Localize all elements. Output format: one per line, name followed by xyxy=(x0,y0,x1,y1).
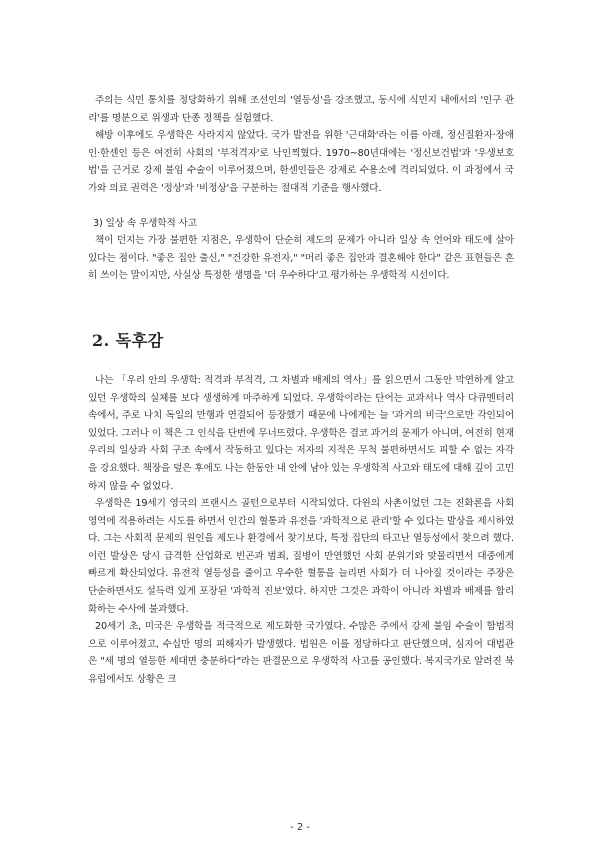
review-paragraph-1: 나는 「우리 안의 우생학: 적격과 부적격, 그 차별과 배제의 역사」를 읽으면서 그동안 막연하게 알고 있던 우생학의 실체를 보다 생생하게 마주하게 되었다. 우생학이라는 단어는 교과서나 역사 다큐멘터리 속에서, 주로 나치 독일의 만행과 연결되어 등장했기 때문에 나에게는 늘 '과거의 비극'으로만 각인되어 있었다. 그러나 이 책은 그 인식을 단번에 무너뜨렸다. 우생학은 결코 과거의 문제가 아니며, 여전히 현재 우리의 일상과 사회 구조 속에서 작동하고 있다는 저자의 지적은 무척 불편하면서도 피할 수 없는 자각을 강요했다. 책장을 덮은 후에도 나는 한동안 내 안에 남아 있는 우생학적 사고와 태도에 대해 깊이 고민하지 않을 수 없었다. xyxy=(88,374,515,492)
page-content xyxy=(88,92,514,689)
section-title: 2. 독후감 xyxy=(92,330,164,350)
page-number: - 2 - xyxy=(290,822,310,833)
subheading: 3) 일상 속 우생학적 사고 xyxy=(93,217,197,229)
review-paragraph-2: 우생학은 19세기 영국의 프랜시스 골턴으로부터 시작되었다. 다윈의 사촌이었던 그는 진화론을 사회 영역에 적용하려는 시도를 하면서 인간의 혈통과 유전을 '과학적으로 관리'할 수 있다는 발상을 제시하였다. 그는 사회적 문제의 원인을 제도나 환경에서 찾기보다, 특정 집단의 타고난 열등성에서 찾으려 했다. 이런 발상은 당시 급격한 산업화로 빈곤과 범죄, 질병이 만연했던 사회 분위기와 맞물리면서 대중에게 빠르게 확산되었다. 유전적 열등성을 줄이고 우수한 혈통을 늘리면 사회가 더 나아질 것이라는 주장은 단순하면서도 설득력 있게 포장된 '과학적 진보'였다. 하지만 그것은 과학이 아니라 차별과 배제를 합리화하는 수사에 불과했다. xyxy=(88,498,514,615)
spacer xyxy=(88,198,514,215)
review-paragraph-3: 20세기 초, 미국은 우생학을 적극적으로 제도화한 국가였다. 수많은 주에서 강제 불임 수술이 합법적으로 이루어졌고, 수십만 명의 피해자가 발생했다. 법원은 이를 정당하다고 판단했으며, 심지어 대법관은 "세 명의 열등한 세대면 충분하다"라는 판결문으로 우생학적 사고를 공인했다. 복지국가로 알려진 북유럽에서도 상황은 크 xyxy=(88,621,514,686)
body-paragraph-3: 책이 던지는 가장 불편한 지점은, 우생학이 단순히 제도의 문제가 아니라 일상 속 언어와 태도에 살아 있다는 점이다. "좋은 집안 출신," "건강한 유전자," "머리 좋은 집안과 결혼해야 한다" 같은 표현들은 흔히 쓰이는 말이지만, 사실상 특정한 생명을 '더 우수하다'고 평가하는 우생학적 시선이다. xyxy=(88,235,514,282)
body-paragraph-2: 해방 이후에도 우생학은 사라지지 않았다. 국가 발전을 위한 '근대화'라는 이름 아래, 정신질환자·장애인·한센인 등은 여전히 사회의 '부적격자'로 낙인찍혔다. 1970~80년대에는 '정신보건법'과 '우생보호법'을 근거로 강제 불임 수술이 이루어졌으며, 한센인들은 강제로 수용소에 격리되었다. 이 과정에서 국가와 의료 권력은 '정상'과 '비정상'을 구분하는 절대적 기준을 행사했다. xyxy=(88,130,514,194)
body-paragraph-1: 주의는 식민 통치를 정당화하기 위해 조선인의 '열등성'을 강조했고, 동시에 식민지 내에서의 '인구 관리'를 명분으로 위생과 단종 정책을 실험했다. xyxy=(88,95,514,124)
